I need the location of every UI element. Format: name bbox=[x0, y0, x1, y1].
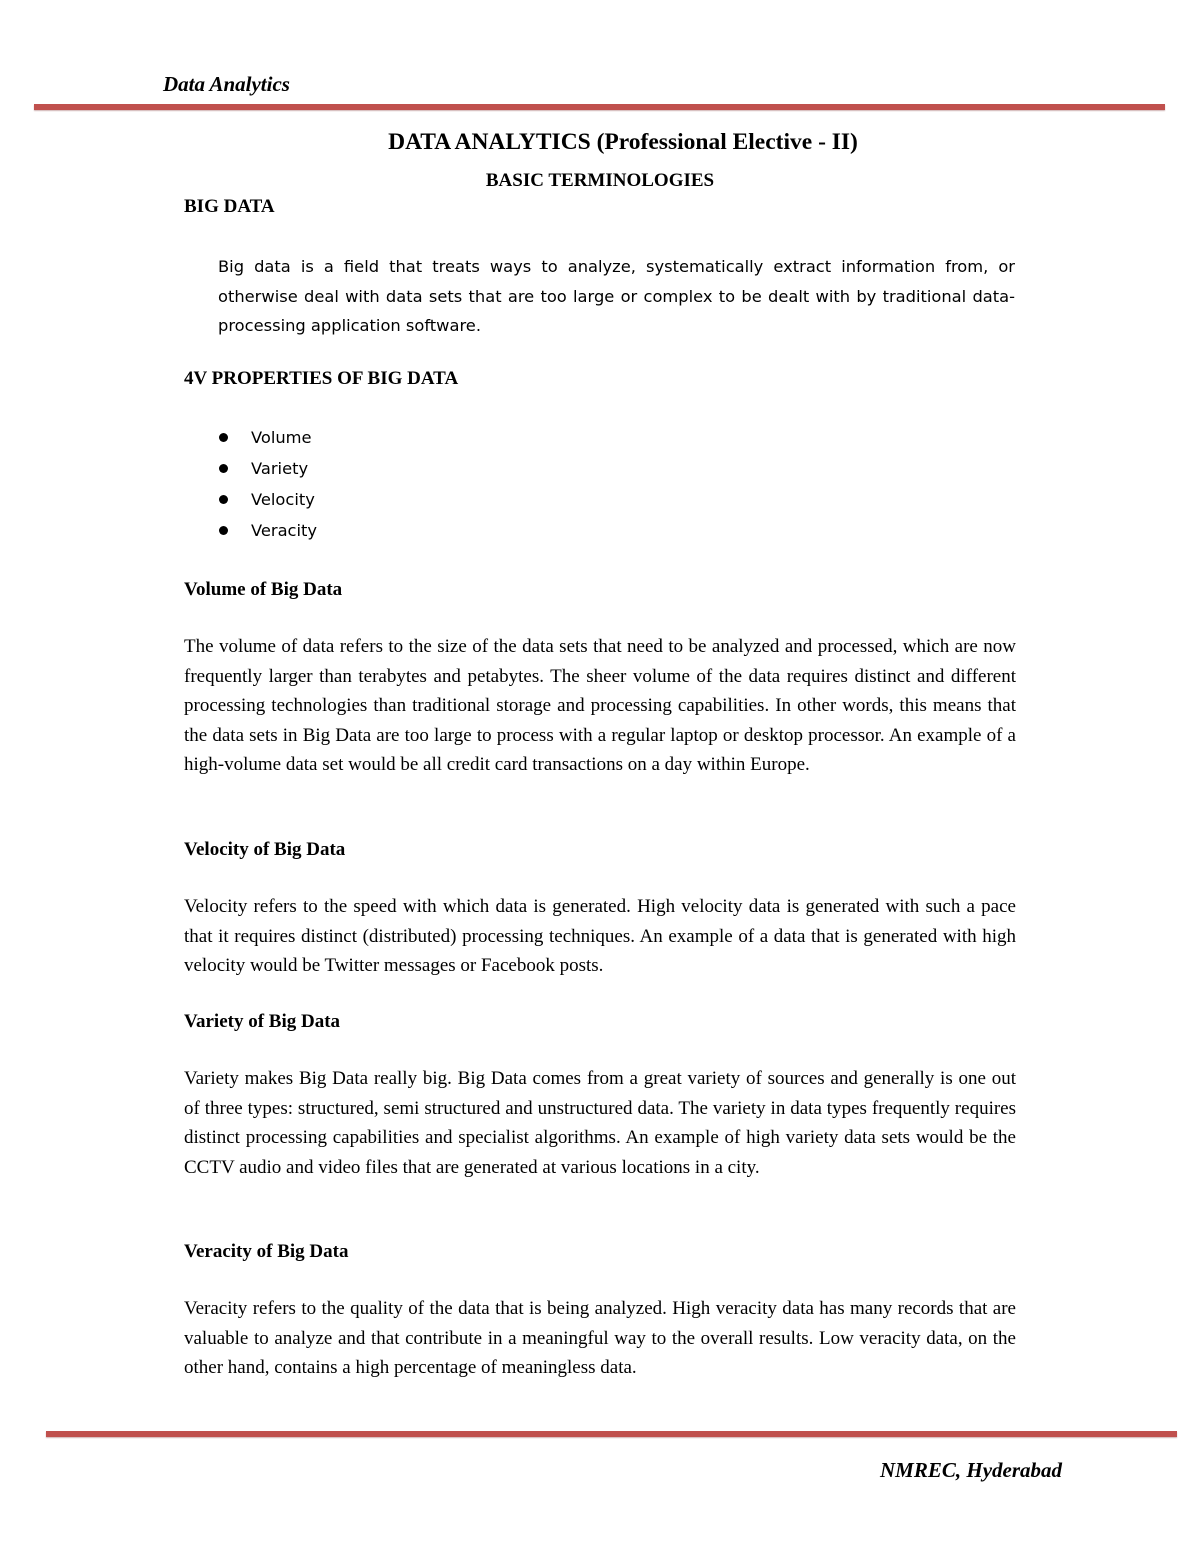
list-item bbox=[218, 515, 317, 546]
section-heading-velocity: Velocity of Big Data bbox=[184, 839, 346, 860]
section-heading-variety: Variety of Big Data bbox=[184, 1011, 341, 1032]
running-footer-text: NMREC, Hyderabad bbox=[880, 1458, 1063, 1482]
document-title: DATA ANALYTICS (Professional Elective - II) bbox=[388, 129, 858, 155]
running-header-title: Data Analytics bbox=[163, 72, 290, 96]
section-heading-volume: Volume of Big Data bbox=[184, 579, 343, 600]
section-body-variety: Variety makes Big Data really big. Big Data comes from a great variety of sources and generally is one out of three types: structured, semi structured and unstructured data. The variety in data types frequently requires distinct processing capabilities and specialist algorithms. An example of high variety data sets would be the CCTV audio and video files that are generated at various locations in a city. bbox=[184, 1068, 1016, 1178]
list-item bbox=[218, 484, 317, 515]
section-body-big-data: Big data is a field that treats ways to analyze, systematically extract information from, or otherwise deal with data sets that are too large or complex to be dealt with by traditional data-processing application software. bbox=[218, 257, 1015, 336]
header-divider bbox=[34, 104, 1165, 110]
bullet-icon bbox=[219, 433, 228, 442]
list-item-label: Volume bbox=[251, 428, 312, 447]
section-heading-big-data: BIG DATA bbox=[184, 196, 275, 217]
section-body-volume: The volume of data refers to the size of the data sets that need to be analyzed and processed, which are now frequently larger than terabytes and petabytes. The sheer volume of the data requires distinct and different processing technologies than traditional storage and processing capabilities. In other words, this means that the data sets in Big Data are too large to process with a regular laptop or desktop processor. An example of a high-volume data set would be all credit card transactions on a day within Europe. bbox=[184, 636, 1016, 776]
bullet-icon bbox=[219, 464, 228, 473]
footer-divider bbox=[46, 1431, 1177, 1437]
properties-list bbox=[218, 422, 317, 546]
section-body-velocity: Velocity refers to the speed with which data is generated. High velocity data is generated with such a pace that it requires distinct (distributed) processing techniques. An example of a data that is generated with high velocity would be Twitter messages or Facebook posts. bbox=[184, 896, 1016, 977]
section-heading-veracity: Veracity of Big Data bbox=[184, 1241, 349, 1262]
list-item bbox=[218, 422, 317, 453]
bullet-icon bbox=[219, 495, 228, 504]
section-heading-4v-properties: 4V PROPERTIES OF BIG DATA bbox=[184, 368, 459, 389]
list-item-label: Variety bbox=[251, 459, 309, 478]
list-item bbox=[218, 453, 317, 484]
section-body-veracity: Veracity refers to the quality of the data that is being analyzed. High veracity data has many records that are valuable to analyze and that contribute in a meaningful way to the overall results. Low veracity data, on the other hand, contains a high percentage of meaningless data. bbox=[184, 1298, 1016, 1379]
document-subtitle: BASIC TERMINOLOGIES bbox=[485, 170, 715, 191]
bullet-icon bbox=[219, 526, 228, 535]
list-item-label: Velocity bbox=[251, 490, 315, 509]
list-item-label: Veracity bbox=[251, 521, 318, 540]
